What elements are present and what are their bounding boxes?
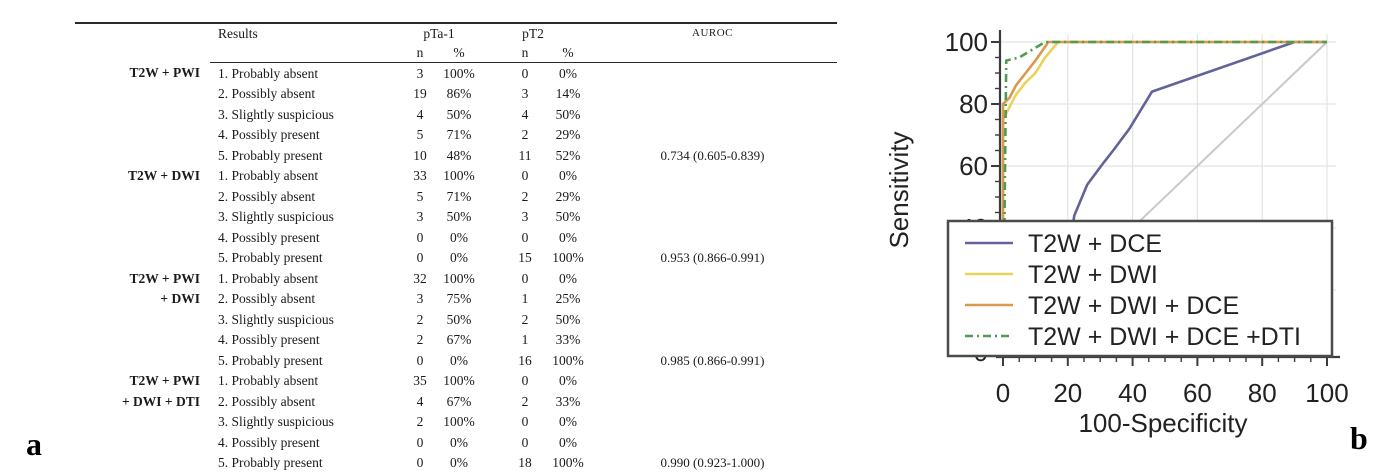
table-cell: 0% <box>559 434 578 450</box>
table-cell: T2W + DWI <box>128 168 200 183</box>
table-cell: 2 <box>416 414 424 429</box>
table-cell: 4 <box>416 106 424 122</box>
table-cell: 29% <box>555 188 581 204</box>
table-cell: + DWI <box>160 291 200 306</box>
legend-label: T2W + DCE <box>1028 230 1163 258</box>
table-cell: 2. Possibly absent <box>218 291 316 306</box>
table-cell: 10 <box>413 147 427 163</box>
table-cell: 1 <box>521 291 529 306</box>
legend-label: T2W + DWI + DCE +DTI <box>1028 323 1301 351</box>
table-cell: 2 <box>416 332 424 347</box>
table-cell: 35 <box>413 373 427 388</box>
table-cell: 3 <box>416 209 424 224</box>
table-cell: 5. Probably present <box>218 250 323 265</box>
x-tick-label: 80 <box>1247 378 1277 408</box>
table-cell: 19 <box>413 86 427 101</box>
x-tick-label: 0 <box>995 378 1011 408</box>
table-cell: 1. Probably absent <box>218 168 319 183</box>
table-cell: 2 <box>521 127 529 142</box>
table-cell: 0 <box>521 229 529 245</box>
table-cell: 0 <box>416 455 424 470</box>
table-cell: 2. Possibly absent <box>218 188 316 204</box>
table-cell: 0% <box>450 455 468 470</box>
table-cell: 3. Slightly suspicious <box>218 209 334 224</box>
table-cell: T2W + PWI <box>129 270 200 286</box>
y-axis-title: Sensitivity <box>884 131 914 249</box>
table-cell: 33 <box>413 168 427 183</box>
table-cell: 48% <box>446 147 472 163</box>
table-cell: T2W + PWI <box>129 373 200 388</box>
x-tick-label: 60 <box>1182 378 1212 408</box>
table-cell: 50% <box>446 311 472 327</box>
table-cell: 3 <box>521 86 529 101</box>
table-cell: 50% <box>555 311 581 327</box>
table-cell: 100% <box>443 414 475 429</box>
table-cell: 0% <box>559 168 578 183</box>
table-cell: 71% <box>446 127 472 142</box>
table-cell: 0 <box>521 414 529 429</box>
table-cell: 50% <box>446 106 472 122</box>
table-cell: 4. Possibly present <box>218 434 320 450</box>
table-cell: 0% <box>450 229 468 245</box>
table-cell: 2. Possibly absent <box>218 393 316 409</box>
table-cell: 4. Possibly present <box>218 332 320 347</box>
table-cell: 0% <box>450 250 468 265</box>
table-cell: 5 <box>416 188 424 204</box>
table-cell: 0% <box>559 414 578 429</box>
table-cell: 3. Slightly suspicious <box>218 106 334 122</box>
table-cell: 0 <box>521 373 529 388</box>
legend-label: T2W + DWI + DCE <box>1028 292 1240 320</box>
table-cell: 0% <box>450 434 468 450</box>
table-cell: 2 <box>521 188 529 204</box>
table-cell: 3 <box>416 65 424 81</box>
y-tick-label: 60 <box>959 151 988 181</box>
table-cell: 0 <box>521 270 529 286</box>
table-cell: 5. Probably present <box>218 352 323 368</box>
table-cell: 75% <box>446 291 472 306</box>
table-cell: 0% <box>559 270 578 286</box>
col-header-pt2: pT2 <box>522 25 544 41</box>
col-header-results: Results <box>218 25 258 41</box>
table-cell: 5. Probably present <box>218 147 323 163</box>
table-cell: 1. Probably absent <box>218 65 319 81</box>
col-header-n-pt2: n <box>478 43 548 63</box>
x-tick-label: 100 <box>1305 378 1349 408</box>
table-cell: 50% <box>555 209 581 224</box>
table-cell: 0.985 (0.866-0.991) <box>660 352 765 368</box>
table-cell: 2 <box>521 393 529 409</box>
table-cell: 100% <box>552 352 584 368</box>
table-cell: 100% <box>443 168 475 183</box>
col-header-pct-pt2: % <box>548 43 588 63</box>
table-cell: 0 <box>416 250 424 265</box>
table-cell: 32 <box>413 270 427 286</box>
col-header-auroc: AUROC <box>692 27 734 39</box>
table-cell: 3 <box>521 209 529 224</box>
x-axis-title: 100-Specificity <box>1078 408 1248 438</box>
table-cell: 2. Possibly absent <box>218 86 316 101</box>
table-cell: 2 <box>521 311 529 327</box>
table-cell: 1. Probably absent <box>218 270 319 286</box>
table-cell: 50% <box>555 106 581 122</box>
table-cell: 25% <box>555 291 581 306</box>
table-cell: 100% <box>443 65 475 81</box>
col-header-pta1: pTa-1 <box>423 25 455 41</box>
legend-label: T2W + DWI <box>1028 261 1158 289</box>
table-cell: 0% <box>450 352 468 368</box>
table-cell: 3. Slightly suspicious <box>218 311 334 327</box>
table-cell: 50% <box>446 209 472 224</box>
table-cell: 67% <box>446 332 472 347</box>
table-cell: 100% <box>552 250 584 265</box>
col-header-n-pta1: n <box>400 43 440 63</box>
table-cell: 15 <box>518 250 532 265</box>
table-cell: T2W + PWI <box>129 65 200 81</box>
table-cell: 14% <box>555 86 581 101</box>
table-cell: 100% <box>552 455 584 470</box>
table-cell: 33% <box>555 332 581 347</box>
table-cell: 0 <box>416 352 424 368</box>
table-cell: 1. Probably absent <box>218 373 319 388</box>
x-tick-label: 20 <box>1053 378 1083 408</box>
y-tick-label: 80 <box>959 89 988 119</box>
table-cell: 0 <box>521 168 529 183</box>
table-cell: 0.953 (0.866-0.991) <box>660 250 765 266</box>
panel-label-a: a <box>26 426 42 462</box>
table-cell: 4 <box>416 393 424 409</box>
table-cell: 11 <box>518 147 532 163</box>
table-cell: 4. Possibly present <box>218 127 320 142</box>
table-cell: 5. Probably present <box>218 455 323 470</box>
panel-label-b: b <box>1350 420 1368 456</box>
table-cell: 0% <box>559 229 578 245</box>
table-cell: 0.734 (0.605-0.839) <box>660 147 765 163</box>
table-cell: 2 <box>416 311 424 327</box>
table-cell: 3 <box>416 291 424 306</box>
table-cell: 71% <box>446 188 472 204</box>
table-cell: 67% <box>446 393 472 409</box>
table-cell: 0% <box>559 373 578 388</box>
table-cell: 100% <box>443 373 475 388</box>
table-cell: 0.990 (0.923-1.000) <box>660 455 765 471</box>
table-cell: 29% <box>555 127 581 142</box>
table-cell: 5 <box>416 127 424 142</box>
table-cell: 0% <box>559 65 578 81</box>
col-header-pct-pta1: % <box>440 43 478 63</box>
table-cell: 0 <box>416 434 424 450</box>
table-cell: 0 <box>416 229 424 245</box>
table-cell: 86% <box>446 86 472 101</box>
x-tick-label: 40 <box>1118 378 1148 408</box>
table-cell: 33% <box>555 393 581 409</box>
table-cell: 4. Possibly present <box>218 229 320 245</box>
table-cell: 16 <box>518 352 532 368</box>
table-cell: 3. Slightly suspicious <box>218 414 334 429</box>
table-cell: 100% <box>443 270 475 286</box>
table-cell: + DWI + DTI <box>121 393 200 409</box>
table-cell: 18 <box>518 455 532 470</box>
y-tick-label: 100 <box>944 27 988 57</box>
table-cell: 52% <box>555 147 581 163</box>
table-cell: 1 <box>521 332 529 347</box>
table-cell: 4 <box>521 106 529 122</box>
table-cell: 0 <box>521 65 529 81</box>
table-cell: 0 <box>521 434 529 450</box>
